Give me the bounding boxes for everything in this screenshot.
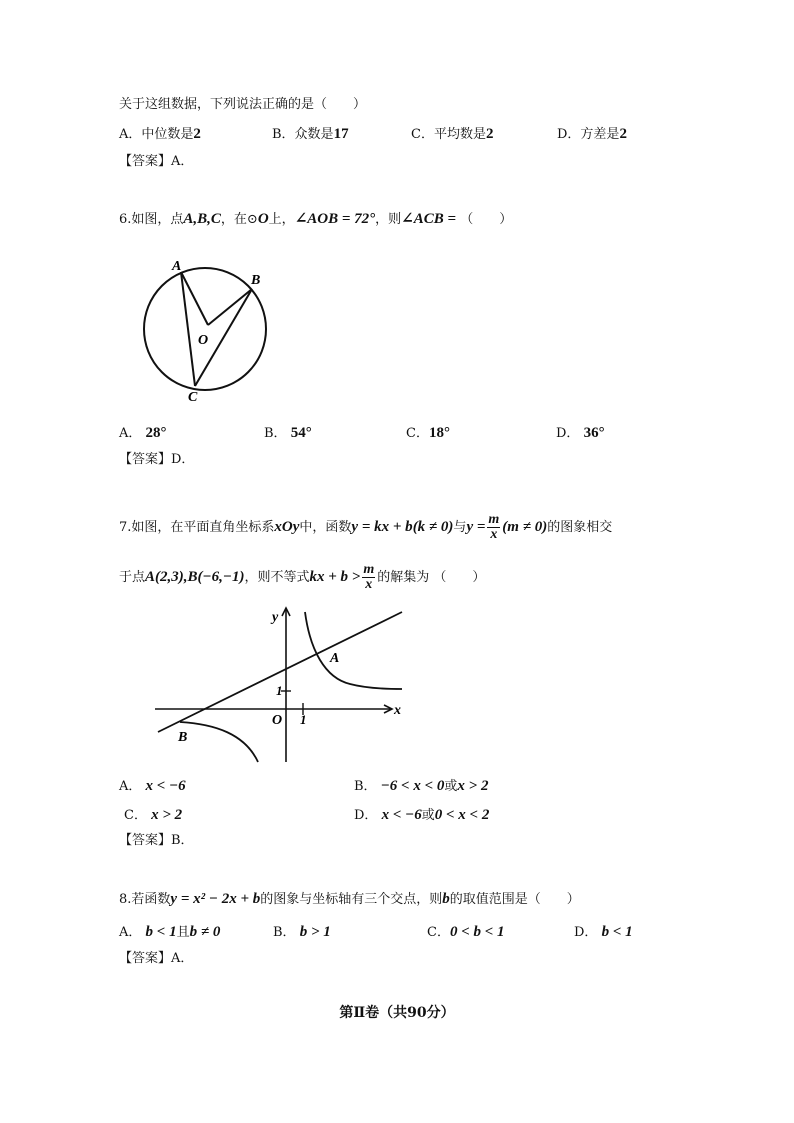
q7-answer: 【答案】B． xyxy=(119,833,194,848)
q5-stem: 关于这组数据，下列说法正确的是（ ） xyxy=(119,97,367,112)
q6-option-a: A． 28° xyxy=(119,425,167,441)
q8-stem: 8.若函数y = x² − 2x + b的图象与坐标轴有三个交点，则b的取值范围是（ ） xyxy=(119,891,580,907)
q6-stem: 6.如图，点A,B,C，在⊙O上，∠AOB = 72°，则∠ACB = （ ） xyxy=(119,211,513,227)
q6-label-c: C xyxy=(188,390,198,405)
q5-option-b: B．众数是17 xyxy=(272,126,349,142)
q7-option-b: B． −6 < x < 0或x > 2 xyxy=(354,778,489,794)
q7-stem-line1: 7.如图，在平面直角坐标系xOy中，函数y = kx + b(k ≠ 0)与y = $\frac{m}{x}$ (m ≠ 0)的图象相交 xyxy=(119,512,613,542)
q7-label-1-y: 1 xyxy=(276,683,283,698)
q6-label-a: A xyxy=(172,259,182,274)
q7-fraction: $\frac{m}{x}$ xyxy=(488,512,500,542)
q7-graph-figure xyxy=(150,600,415,768)
q7-label-1-x: 1 xyxy=(300,712,307,727)
q5-answer: 【答案】A． xyxy=(119,154,194,169)
q7-label-y: y xyxy=(272,610,279,625)
q6-option-c: C．18° xyxy=(406,425,450,441)
q7-label-x: x xyxy=(394,703,401,718)
q8-answer: 【答案】A． xyxy=(119,951,194,966)
section-title: 第Ⅱ卷（共90分） xyxy=(339,1005,455,1021)
q5-option-d: D．方差是2 xyxy=(557,126,627,142)
q5-option-a: A．中位数是2 xyxy=(119,126,201,142)
q7-label-o: O xyxy=(272,713,283,728)
q6-option-d: D． 36° xyxy=(556,425,605,441)
q7-ineq-fraction: $\frac{m}{x}$ xyxy=(363,562,375,592)
q8-option-d: D． b < 1 xyxy=(574,924,633,940)
q6-label-b: B xyxy=(251,273,261,288)
q6-circle-figure xyxy=(135,253,285,405)
q8-option-c: C．0 < b < 1 xyxy=(427,924,505,940)
q7-option-d: D． x < −6或0 < x < 2 xyxy=(354,807,490,823)
q6-answer: 【答案】D． xyxy=(119,452,195,467)
q7-option-a: A． x < −6 xyxy=(119,778,186,794)
q7-stem-line2: 于点A(2,3),B(−6,−1)，则不等式kx + b > $\frac{m}{x}$ 的解集为 （ ） xyxy=(119,562,486,592)
q6-option-b: B． 54° xyxy=(264,425,312,441)
q7-label-b: B xyxy=(178,730,188,745)
q7-option-c: C． x > 2 xyxy=(124,807,183,823)
q6-label-o: O xyxy=(198,333,209,348)
q7-label-a: A xyxy=(330,651,340,666)
q8-option-a: A． b < 1且b ≠ 0 xyxy=(119,924,221,940)
q8-option-b: B． b > 1 xyxy=(273,924,331,940)
q5-option-c: C．平均数是2 xyxy=(411,126,494,142)
